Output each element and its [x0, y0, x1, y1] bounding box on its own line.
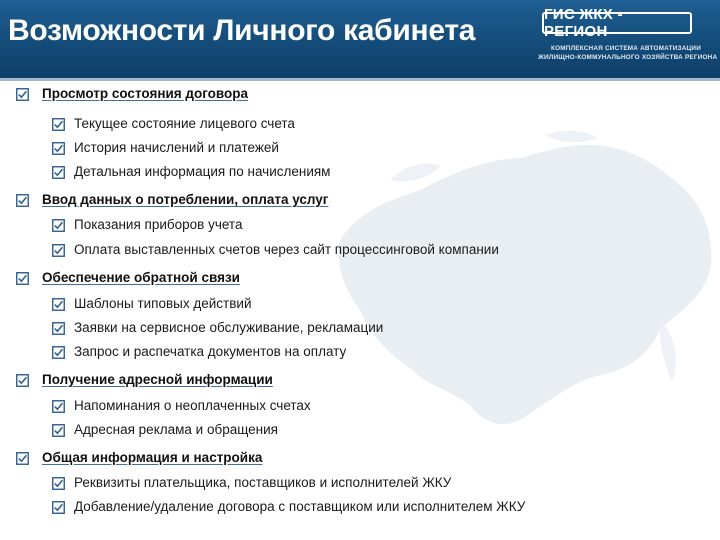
- checkbox-icon: [16, 272, 29, 285]
- logo-tagline-1: КОМПЛЕКСНАЯ СИСТЕМА АВТОМАТИЗАЦИИ: [550, 45, 701, 52]
- list-item-label: История начислений и платежей: [74, 140, 279, 155]
- checkbox-icon: [52, 346, 65, 359]
- gis-logo: [538, 6, 718, 70]
- header-bar: [0, 0, 720, 78]
- page-title: Возможности Личного кабинета: [8, 14, 476, 47]
- list-item-label: Шаблоны типовых действий: [74, 296, 252, 311]
- checkbox-icon: [16, 88, 29, 101]
- logo-tagline-2: ЖИЛИЩНО-КОММУНАЛЬНОГО ХОЗЯЙСТВА РЕГИОНА: [538, 54, 718, 61]
- list-item-label: Заявки на сервисное обслуживание, рекламации: [74, 320, 384, 335]
- list-item-label: Добавление/удаление договора с поставщиком или исполнителем ЖКУ: [74, 499, 526, 514]
- russia-map-watermark: [330, 120, 720, 440]
- checkbox-icon: [52, 219, 65, 232]
- checkbox-icon: [52, 244, 65, 257]
- checkbox-icon: [52, 142, 65, 155]
- list-item-label: Показания приборов учета: [74, 217, 243, 232]
- checkbox-icon: [52, 166, 65, 179]
- checkbox-icon: [52, 400, 65, 413]
- checkbox-icon: [16, 452, 29, 465]
- list-item-label: Детальная информация по начислениям: [74, 164, 331, 179]
- section-label: Ввод данных о потреблении, оплата услуг: [42, 192, 329, 207]
- checkbox-icon: [52, 322, 65, 335]
- section-label: Получение адресной информации: [42, 372, 273, 387]
- section-label: Общая информация и настройка: [42, 450, 263, 465]
- list-item-label: Текущее состояние лицевого счета: [74, 116, 295, 131]
- header-divider: [0, 78, 720, 81]
- list-item-label: Реквизиты плательщика, поставщиков и исполнителей ЖКУ: [74, 475, 452, 490]
- checkbox-icon: [52, 477, 65, 490]
- checkbox-icon: [52, 424, 65, 437]
- checkbox-icon: [52, 118, 65, 131]
- list-item-label: Запрос и распечатка документов на оплату: [74, 344, 347, 359]
- checkbox-icon: [16, 374, 29, 387]
- section-label: Обеспечение обратной связи: [42, 270, 240, 285]
- checkbox-icon: [52, 298, 65, 311]
- section-label: Просмотр состояния договора: [42, 86, 249, 101]
- list-item-label: Оплата выставленных счетов через сайт процессинговой компании: [74, 242, 499, 257]
- list-item-label: Напоминания о неоплаченных счетах: [74, 398, 311, 413]
- checkbox-icon: [16, 194, 29, 207]
- checkbox-icon: [52, 501, 65, 514]
- logo-name: ГИС ЖКХ - РЕГИОН: [542, 12, 692, 34]
- list-item-label: Адресная реклама и обращения: [74, 422, 278, 437]
